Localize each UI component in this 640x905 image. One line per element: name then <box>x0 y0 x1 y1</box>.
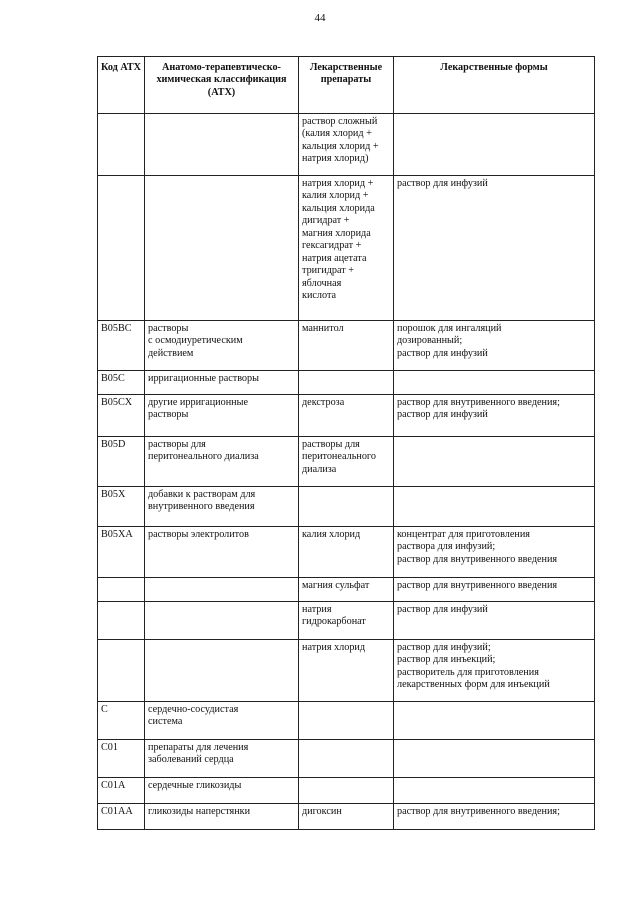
atx-classification <box>145 114 299 176</box>
table-row <box>98 640 595 702</box>
table-row <box>98 804 595 830</box>
atx-classification <box>145 778 299 804</box>
atx-classification <box>145 371 299 395</box>
dosage-forms <box>394 114 595 176</box>
classification-line: растворы <box>148 323 189 334</box>
table-row <box>98 602 595 640</box>
form-line: раствор для внутривенного введения <box>397 553 558 565</box>
drug-names <box>299 176 394 321</box>
dosage-forms <box>394 527 595 578</box>
form-line: раствор для внутривенного введения <box>397 580 558 591</box>
table-row <box>98 778 595 804</box>
classification-line: гликозиды наперстянки <box>148 806 251 817</box>
table-row <box>98 578 595 602</box>
drug-line: яблочная <box>302 277 342 289</box>
drug-line: натрия хлорид <box>302 642 366 653</box>
table-row <box>98 437 595 487</box>
drug-line: кальция хлорид + <box>302 140 379 152</box>
atx-code: B05XA <box>98 527 145 578</box>
dosage-forms <box>394 602 595 640</box>
header-forms: Лекарственные формы <box>394 57 595 114</box>
classification-line: с осмодиуретическим <box>148 335 243 347</box>
drug-line: растворы для <box>302 439 360 450</box>
table-row <box>98 487 595 527</box>
drug-names <box>299 804 394 830</box>
dosage-forms <box>394 778 595 804</box>
dosage-forms <box>394 371 595 395</box>
table-row <box>98 371 595 395</box>
drug-line: диализа <box>302 463 337 475</box>
classification-line: добавки к растворам для <box>148 489 256 500</box>
classification-line: растворы <box>148 409 189 421</box>
drug-names <box>299 578 394 602</box>
header-code: Код АТХ <box>98 57 145 114</box>
dosage-forms <box>394 321 595 371</box>
atx-code <box>98 640 145 702</box>
classification-line: сердечно-сосудистая <box>148 704 239 715</box>
drug-names <box>299 702 394 740</box>
drug-line: натрия хлорид + <box>302 178 374 189</box>
drug-names <box>299 437 394 487</box>
header-drugs: Лекарственные препараты <box>299 57 394 114</box>
form-line: раствор для инфузий <box>397 409 488 421</box>
classification-line: растворы электролитов <box>148 529 249 540</box>
atx-code <box>98 176 145 321</box>
form-line: концентрат для приготовления <box>397 529 530 540</box>
form-line: раствор для внутривенного введения; <box>397 806 560 817</box>
drug-line: магния хлорида <box>302 227 371 239</box>
atx-code: C01AA <box>98 804 145 830</box>
table-header-row <box>98 57 595 114</box>
form-line: раствора для инфузий; <box>397 541 496 553</box>
page-number: 44 <box>314 12 326 24</box>
atx-classification <box>145 176 299 321</box>
drug-line: гексагидрат + <box>302 240 362 252</box>
atx-code <box>98 578 145 602</box>
table-row <box>98 702 595 740</box>
atx-classification <box>145 527 299 578</box>
atx-table <box>97 56 595 830</box>
drug-line: магния сульфат <box>302 580 370 591</box>
classification-line: внутривенного введения <box>148 501 255 513</box>
drug-names <box>299 114 394 176</box>
drug-names <box>299 740 394 778</box>
classification-line: сердечные гликозиды <box>148 780 242 791</box>
table-row <box>98 321 595 371</box>
atx-classification <box>145 395 299 437</box>
drug-names <box>299 602 394 640</box>
drug-line: (калия хлорид + <box>302 128 372 140</box>
classification-line: препараты для лечения <box>148 742 249 753</box>
dosage-forms <box>394 804 595 830</box>
drug-line: декстроза <box>302 397 345 408</box>
drug-names <box>299 371 394 395</box>
drug-line: кальция хлорида <box>302 202 375 214</box>
form-line: раствор для внутривенного введения; <box>397 397 560 408</box>
atx-code <box>98 602 145 640</box>
drug-names <box>299 778 394 804</box>
form-line: дозированный; <box>397 335 463 347</box>
dosage-forms <box>394 702 595 740</box>
drug-line: перитонеального <box>302 451 376 463</box>
dosage-forms <box>394 487 595 527</box>
drug-line: натрия хлорид) <box>302 153 369 165</box>
atx-classification <box>145 640 299 702</box>
atx-classification <box>145 437 299 487</box>
atx-classification <box>145 740 299 778</box>
classification-line: действием <box>148 347 194 359</box>
atx-classification <box>145 602 299 640</box>
atx-classification <box>145 487 299 527</box>
table-row <box>98 527 595 578</box>
form-line: раствор для инфузий <box>397 178 488 189</box>
table-row <box>98 740 595 778</box>
atx-classification <box>145 578 299 602</box>
atx-code: C01A <box>98 778 145 804</box>
form-line: раствор для инфузий; <box>397 642 491 653</box>
classification-line: система <box>148 716 183 728</box>
drug-names <box>299 395 394 437</box>
drug-line: раствор сложный <box>302 116 378 127</box>
atx-code: C01 <box>98 740 145 778</box>
dosage-forms <box>394 176 595 321</box>
atx-code <box>98 114 145 176</box>
atx-classification <box>145 804 299 830</box>
form-line: порошок для ингаляций <box>397 323 502 334</box>
dosage-forms <box>394 395 595 437</box>
drug-line: маннитол <box>302 323 344 334</box>
drug-names <box>299 527 394 578</box>
dosage-forms <box>394 578 595 602</box>
dosage-forms <box>394 740 595 778</box>
classification-line: растворы для <box>148 439 206 450</box>
drug-names <box>299 487 394 527</box>
drug-names <box>299 321 394 371</box>
drug-line: дигидрат + <box>302 215 350 227</box>
drug-line: дигоксин <box>302 806 342 817</box>
atx-code: B05C <box>98 371 145 395</box>
atx-code: B05D <box>98 437 145 487</box>
classification-line: заболеваний сердца <box>148 754 234 766</box>
atx-code: B05BC <box>98 321 145 371</box>
dosage-forms <box>394 640 595 702</box>
form-line: растворитель для приготовления <box>397 666 539 678</box>
table-row <box>98 176 595 321</box>
drug-line: гидрокарбонат <box>302 616 366 628</box>
header-classification: Анатомо-терапевтическо-химическая классификация (АТХ) <box>145 57 299 114</box>
form-line: лекарственных форм для инъекций <box>397 679 550 691</box>
form-line: раствор для инфузий <box>397 604 488 615</box>
table-row <box>98 395 595 437</box>
drug-line: натрия <box>302 604 332 615</box>
drug-names <box>299 640 394 702</box>
drug-line: кислота <box>302 289 337 301</box>
drug-line: калия хлорид <box>302 529 361 540</box>
atx-code: B05CX <box>98 395 145 437</box>
atx-code: C <box>98 702 145 740</box>
form-line: раствор для инфузий <box>397 347 488 359</box>
dosage-forms <box>394 437 595 487</box>
drug-line: натрия ацетата <box>302 252 367 264</box>
table-row <box>98 114 595 176</box>
drug-line: калия хлорид + <box>302 190 369 202</box>
atx-classification <box>145 702 299 740</box>
classification-line: ирригационные растворы <box>148 373 259 384</box>
form-line: раствор для инъекций; <box>397 654 496 666</box>
classification-line: перитонеального диализа <box>148 451 259 463</box>
atx-code: B05X <box>98 487 145 527</box>
classification-line: другие ирригационные <box>148 397 248 408</box>
drug-line: тригидрат + <box>302 265 355 277</box>
atx-classification <box>145 321 299 371</box>
